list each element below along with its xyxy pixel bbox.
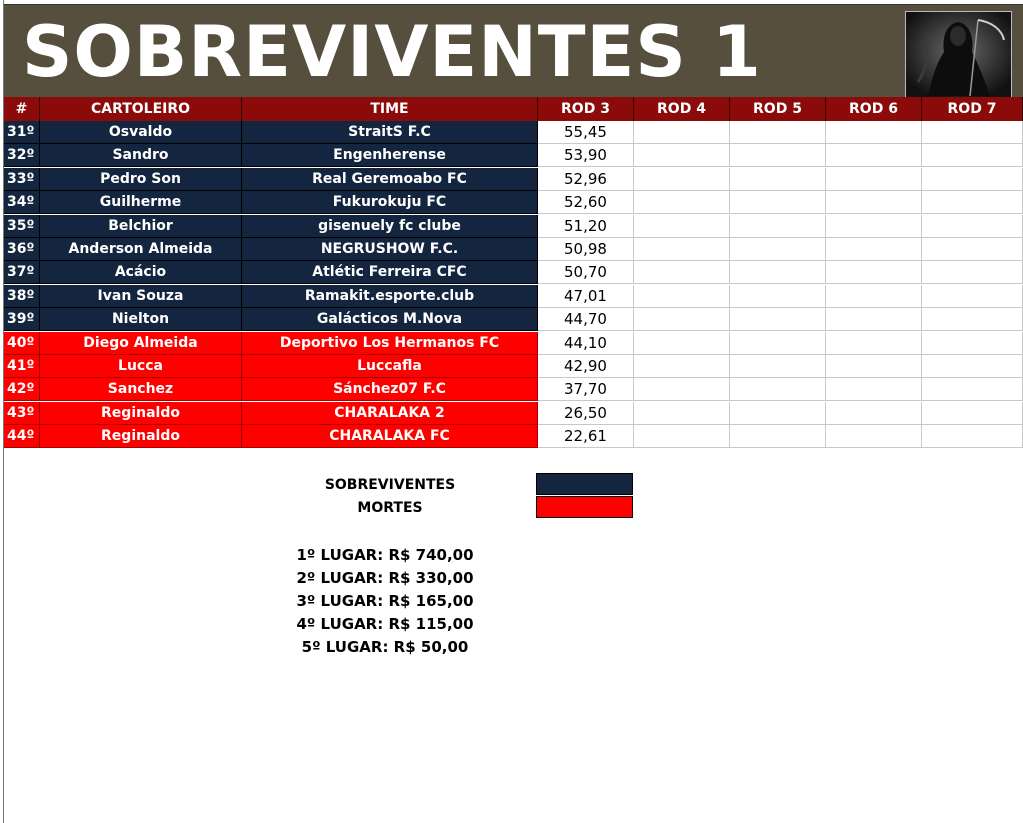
row-rod5[interactable]	[730, 308, 826, 331]
row-rod3[interactable]: 26,50	[538, 402, 634, 425]
row-cartoleiro[interactable]: Diego Almeida	[40, 332, 242, 355]
row-rod7[interactable]	[922, 308, 1023, 331]
row-rod6[interactable]	[826, 261, 922, 284]
legend-mortes-label: MORTES	[357, 500, 423, 516]
row-position[interactable]: 44º	[4, 425, 40, 448]
row-rod4[interactable]	[634, 144, 730, 167]
row-time[interactable]: CHARALAKA FC	[242, 425, 538, 448]
row-rod5[interactable]	[730, 378, 826, 401]
row-rod3[interactable]: 44,10	[538, 332, 634, 355]
row-rod7[interactable]	[922, 402, 1023, 425]
row-rod5[interactable]	[730, 168, 826, 191]
row-cartoleiro[interactable]: Guilherme	[40, 191, 242, 214]
row-rod6[interactable]	[826, 332, 922, 355]
row-rod5[interactable]	[730, 261, 826, 284]
row-rod4[interactable]	[634, 308, 730, 331]
row-rod7[interactable]	[922, 332, 1023, 355]
header-rod4[interactable]: ROD 4	[634, 97, 730, 121]
row-position[interactable]: 32º	[4, 144, 40, 167]
row-rod5[interactable]	[730, 425, 826, 448]
prize-4: 4º LUGAR: R$ 115,00	[296, 615, 474, 633]
row-position[interactable]: 38º	[4, 285, 40, 308]
row-cartoleiro[interactable]: Reginaldo	[40, 402, 242, 425]
page-title: SOBREVIVENTES 1	[22, 11, 762, 93]
row-rod6[interactable]	[826, 144, 922, 167]
row-rod6[interactable]	[826, 168, 922, 191]
row-rod4[interactable]	[634, 215, 730, 238]
row-rod7[interactable]	[922, 285, 1023, 308]
row-time[interactable]: Atlétic Ferreira CFC	[242, 261, 538, 284]
row-rod4[interactable]	[634, 191, 730, 214]
row-time[interactable]: NEGRUSHOW F.C.	[242, 238, 538, 261]
row-position[interactable]: 35º	[4, 215, 40, 238]
row-position[interactable]: 33º	[4, 168, 40, 191]
row-time[interactable]: Fukurokuju FC	[242, 191, 538, 214]
row-rod6[interactable]	[826, 425, 922, 448]
header-rod7[interactable]: ROD 7	[922, 97, 1023, 121]
row-time[interactable]: Sánchez07 F.C	[242, 378, 538, 401]
row-time[interactable]: StraitS F.C	[242, 121, 538, 144]
row-cartoleiro[interactable]: Pedro Son	[40, 168, 242, 191]
legend-sobreviventes-swatch	[536, 473, 633, 495]
row-rod6[interactable]	[826, 378, 922, 401]
row-rod7[interactable]	[922, 144, 1023, 167]
row-rod3[interactable]: 52,96	[538, 168, 634, 191]
row-rod6[interactable]	[826, 191, 922, 214]
row-rod4[interactable]	[634, 402, 730, 425]
title-banner	[4, 4, 1023, 98]
header-rod5[interactable]: ROD 5	[730, 97, 826, 121]
row-rod5[interactable]	[730, 191, 826, 214]
row-rod6[interactable]	[826, 402, 922, 425]
row-time[interactable]: CHARALAKA 2	[242, 402, 538, 425]
row-cartoleiro[interactable]: Reginaldo	[40, 425, 242, 448]
row-cartoleiro[interactable]: Anderson Almeida	[40, 238, 242, 261]
row-position[interactable]: 36º	[4, 238, 40, 261]
row-rod5[interactable]	[730, 402, 826, 425]
row-rod7[interactable]	[922, 238, 1023, 261]
row-cartoleiro[interactable]: Sanchez	[40, 378, 242, 401]
row-rod3[interactable]: 22,61	[538, 425, 634, 448]
row-rod4[interactable]	[634, 121, 730, 144]
row-rod5[interactable]	[730, 238, 826, 261]
row-time[interactable]: Engenherense	[242, 144, 538, 167]
prize-3: 3º LUGAR: R$ 165,00	[296, 592, 474, 610]
row-rod6[interactable]	[826, 215, 922, 238]
row-rod7[interactable]	[922, 168, 1023, 191]
row-cartoleiro[interactable]: Nielton	[40, 308, 242, 331]
row-rod3[interactable]: 53,90	[538, 144, 634, 167]
row-rod3[interactable]: 42,90	[538, 355, 634, 378]
row-rod5[interactable]	[730, 285, 826, 308]
row-time[interactable]: gisenuely fc clube	[242, 215, 538, 238]
row-position[interactable]: 37º	[4, 261, 40, 284]
row-rod4[interactable]	[634, 238, 730, 261]
row-rod3[interactable]: 52,60	[538, 191, 634, 214]
header-cartoleiro[interactable]: CARTOLEIRO	[40, 97, 242, 121]
row-rod4[interactable]	[634, 355, 730, 378]
header-rod3[interactable]: ROD 3	[538, 97, 634, 121]
row-time[interactable]: Deportivo Los Hermanos FC	[242, 332, 538, 355]
row-rod3[interactable]: 47,01	[538, 285, 634, 308]
prize-2: 2º LUGAR: R$ 330,00	[296, 569, 474, 587]
row-rod4[interactable]	[634, 168, 730, 191]
row-rod7[interactable]	[922, 355, 1023, 378]
row-rod6[interactable]	[826, 285, 922, 308]
row-rod4[interactable]	[634, 332, 730, 355]
legend-sobreviventes-label: SOBREVIVENTES	[324, 477, 456, 493]
row-rod4[interactable]	[634, 261, 730, 284]
row-cartoleiro[interactable]: Sandro	[40, 144, 242, 167]
row-rod3[interactable]: 55,45	[538, 121, 634, 144]
row-position[interactable]: 34º	[4, 191, 40, 214]
row-rod3[interactable]: 50,70	[538, 261, 634, 284]
prize-1: 1º LUGAR: R$ 740,00	[296, 546, 474, 564]
row-rod6[interactable]	[826, 121, 922, 144]
row-rod5[interactable]	[730, 215, 826, 238]
row-rod3[interactable]: 44,70	[538, 308, 634, 331]
row-cartoleiro[interactable]: Ivan Souza	[40, 285, 242, 308]
row-position[interactable]: 42º	[4, 378, 40, 401]
row-rod5[interactable]	[730, 144, 826, 167]
row-rod6[interactable]	[826, 238, 922, 261]
row-rod7[interactable]	[922, 261, 1023, 284]
row-position[interactable]: 40º	[4, 332, 40, 355]
row-rod7[interactable]	[922, 425, 1023, 448]
row-cartoleiro[interactable]: Osvaldo	[40, 121, 242, 144]
row-position[interactable]: 39º	[4, 308, 40, 331]
row-cartoleiro[interactable]: Belchior	[40, 215, 242, 238]
row-rod4[interactable]	[634, 285, 730, 308]
row-rod6[interactable]	[826, 355, 922, 378]
row-rod4[interactable]	[634, 378, 730, 401]
row-rod7[interactable]	[922, 191, 1023, 214]
row-rod5[interactable]	[730, 332, 826, 355]
row-rod5[interactable]	[730, 121, 826, 144]
header-pos[interactable]: #	[4, 97, 40, 121]
header-time[interactable]: TIME	[242, 97, 538, 121]
row-cartoleiro[interactable]: Acácio	[40, 261, 242, 284]
row-rod6[interactable]	[826, 308, 922, 331]
row-cartoleiro[interactable]: Lucca	[40, 355, 242, 378]
prize-5: 5º LUGAR: R$ 50,00	[301, 638, 469, 656]
row-rod7[interactable]	[922, 378, 1023, 401]
row-position[interactable]: 41º	[4, 355, 40, 378]
row-rod3[interactable]: 51,20	[538, 215, 634, 238]
row-position[interactable]: 43º	[4, 402, 40, 425]
row-rod5[interactable]	[730, 355, 826, 378]
row-time[interactable]: Luccafla	[242, 355, 538, 378]
row-time[interactable]: Real Geremoabo FC	[242, 168, 538, 191]
header-rod6[interactable]: ROD 6	[826, 97, 922, 121]
row-rod7[interactable]	[922, 121, 1023, 144]
grim-reaper-image	[905, 11, 1012, 99]
row-rod7[interactable]	[922, 215, 1023, 238]
row-time[interactable]: Galácticos M.Nova	[242, 308, 538, 331]
row-rod4[interactable]	[634, 425, 730, 448]
row-time[interactable]: Ramakit.esporte.club	[242, 285, 538, 308]
row-rod3[interactable]: 50,98	[538, 238, 634, 261]
row-position[interactable]: 31º	[4, 121, 40, 144]
legend-mortes-swatch	[536, 496, 633, 518]
row-rod3[interactable]: 37,70	[538, 378, 634, 401]
